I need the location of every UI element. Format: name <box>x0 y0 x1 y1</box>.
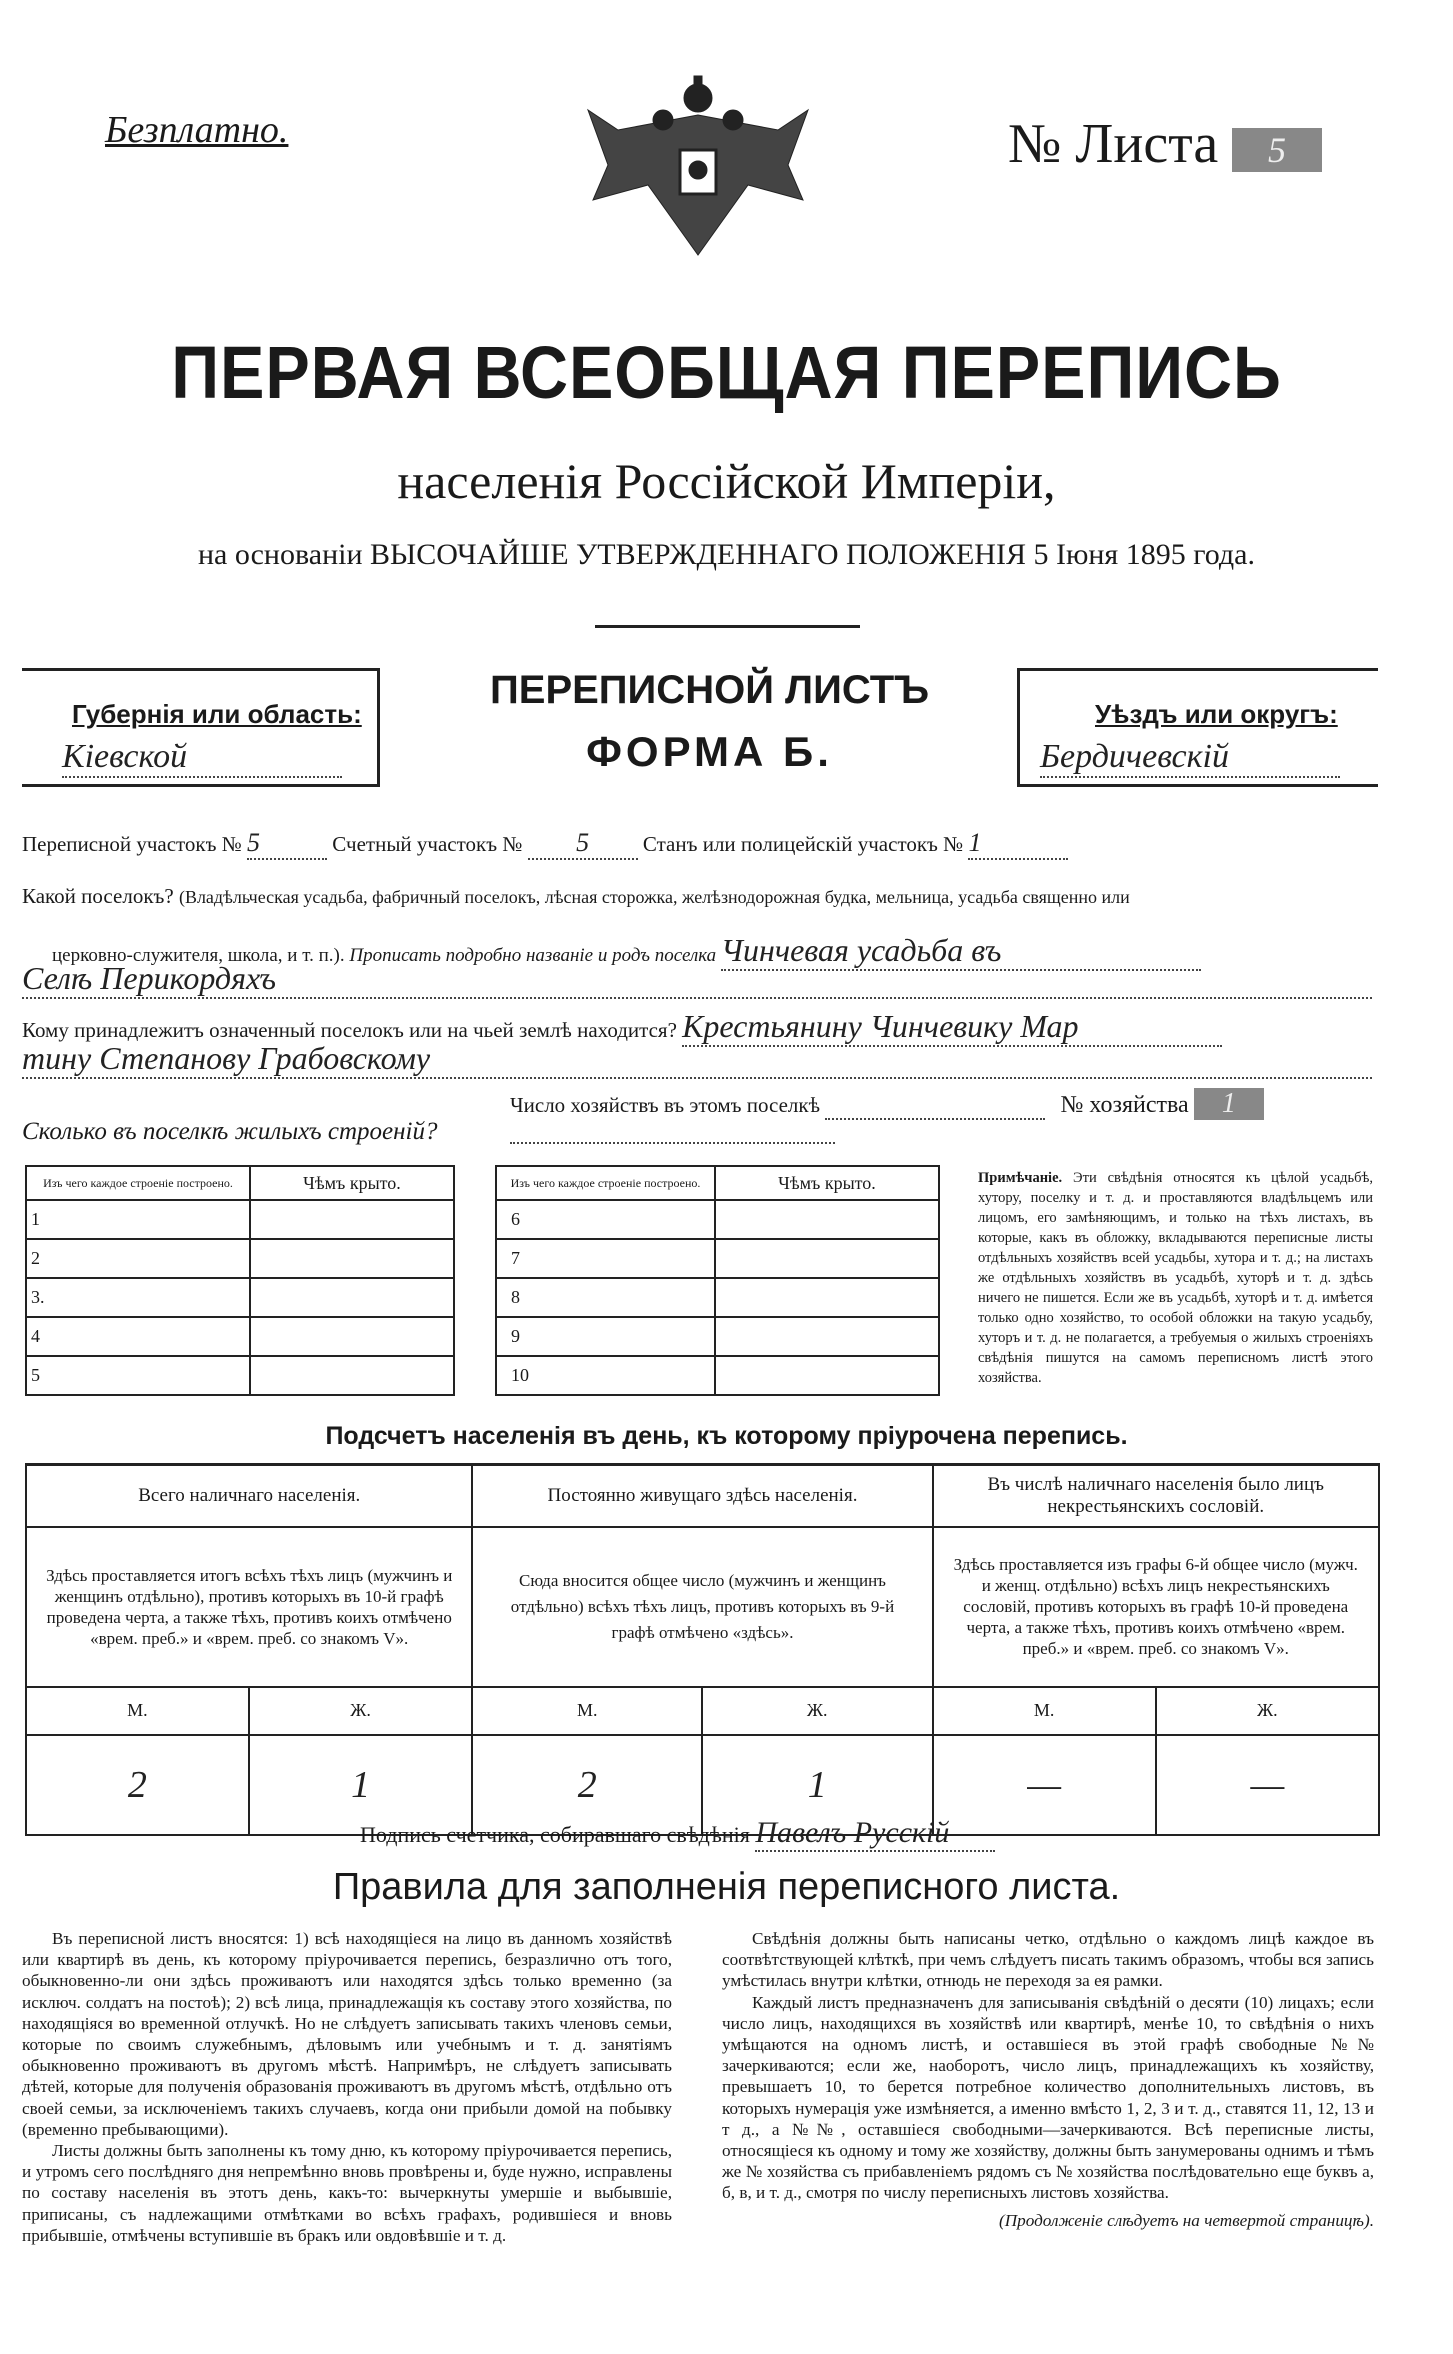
building-row-num: 3. <box>26 1278 250 1317</box>
col-roof-header: Чѣмъ крыто. <box>250 1166 454 1200</box>
rules-right-column <box>722 1928 1374 2231</box>
signature-label: Подпись счетчика, собиравшаго свѣдѣнія <box>360 1822 750 1847</box>
poselok-hint: (Владѣльческая усадьба, фабричный поселокъ, лѣсная сторожка, желѣзнодорожная будка, мельница, усадьба священно или <box>178 887 1130 907</box>
poselok-hint-2: церковно-служителя, школа, и т. п.). <box>52 945 345 966</box>
form-type-label: ФОРМА Б. <box>586 728 833 775</box>
imperial-eagle-emblem <box>578 70 818 270</box>
note-block <box>978 1168 1373 1388</box>
title-divider <box>595 625 860 628</box>
note-title: Примѣчаніе. <box>978 1170 1063 1186</box>
households-label: Число хозяйствъ въ этомъ поселкѣ <box>510 1093 820 1117</box>
signature-value: Павелъ Русскій <box>755 1816 995 1852</box>
rules-left-column <box>22 1928 672 2246</box>
rules-right-p1: Свѣдѣнія должны быть написаны четко, отдѣльно о каждомъ лицѣ каждое въ соотвѣтствующей клѣткѣ, при чемъ слѣдуетъ писать такимъ образомъ, чтобы вся запись умѣстилась внутри клѣтки, отнюдь не переходя за ея рамки. <box>722 1929 1374 1991</box>
poselok-value-2: Селѣ Перикордяхъ <box>22 960 1372 999</box>
perepisnoy-value: 5 <box>247 828 327 860</box>
count-value: 1 <box>249 1735 473 1835</box>
count-m-label: М. <box>472 1687 701 1735</box>
rules-continued: (Продолженіе слѣдуетъ на четвертой страницѣ). <box>999 2210 1374 2230</box>
basis-line: на основаніи ВЫСОЧАЙШЕ УТВЕРЖДЕННАГО ПОЛОЖЕНІЯ 5 Іюня 1895 года. <box>198 538 1255 571</box>
count-m-label: М. <box>933 1687 1156 1735</box>
buildings-dotline <box>510 1142 835 1144</box>
col-roof-header: Чѣмъ крыто. <box>715 1166 939 1200</box>
count-value: — <box>1156 1735 1379 1835</box>
rules-title: Правила для заполненія переписного листа. <box>332 1866 1121 1908</box>
stan-label: Станъ или полицейскій участокъ № <box>642 832 964 856</box>
building-row-num: 4 <box>26 1317 250 1356</box>
count-zh-label: Ж. <box>1156 1687 1379 1735</box>
col-material-header: Изъ чего каждое строеніе построено. <box>496 1166 715 1200</box>
building-row-num: 7 <box>496 1239 715 1278</box>
count-zh-label: Ж. <box>702 1687 933 1735</box>
count-value: 1 <box>702 1735 933 1835</box>
count-m-label: М. <box>26 1687 249 1735</box>
form-head-box <box>22 668 1377 783</box>
count-title: Подсчетъ населенія въ день, къ которому пріурочена перепись. <box>325 1422 1128 1450</box>
count-value: 2 <box>26 1735 249 1835</box>
subtitle: населенія Россійской Имперіи, <box>397 453 1056 509</box>
count-col2-head: Постоянно живущаго здѣсь населенія. <box>472 1465 932 1527</box>
households-line <box>510 1088 1264 1120</box>
uezd-cell <box>1017 668 1378 787</box>
count-zh-label: Ж. <box>249 1687 473 1735</box>
district-line <box>22 828 1068 860</box>
buildings-label: Сколько въ поселкѣ жилыхъ строеній? <box>22 1118 438 1145</box>
perepisnoy-label: Переписной участокъ № <box>22 832 242 856</box>
poselok-instruction: Прописать подробно названіе и родъ поселка <box>349 945 717 966</box>
owner-label: Кому принадлежитъ означенный поселокъ или на чьей землѣ находится? <box>22 1018 677 1042</box>
form-sheet-title: ПЕРЕПИСНОЙ ЛИСТЪ <box>490 668 929 712</box>
poselok-value-1: Чинчевая усадьба въ <box>721 932 1201 971</box>
building-row-num: 2 <box>26 1239 250 1278</box>
count-value: — <box>933 1735 1156 1835</box>
signature-line <box>360 1816 995 1852</box>
schetny-value: 5 <box>528 828 638 860</box>
count-col1-head: Всего наличнаго населенія. <box>26 1465 472 1527</box>
gubernia-value: Кіевской <box>62 738 342 778</box>
sheet-number-value: 5 <box>1232 128 1322 172</box>
count-col2-desc: Сюда вносится общее число (мужчинъ и женщинъ отдѣльно) всѣхъ тѣхъ лицъ, противъ которыхъ въ 9-й графѣ отмѣчено «здѣсь». <box>472 1527 932 1687</box>
count-col3-desc: Здѣсь проставляется изъ графы 6-й общее число (мужч. и женщ. отдѣльно) всѣхъ лицъ некрестьянскихъ сословій, противъ которыхъ въ графѣ 10-й проведена черта, а также тѣхъ, противъ коихъ отмѣчено «врем. преб.» и «врем. преб. со знакомъ V». <box>933 1527 1380 1687</box>
col-material-header: Изъ чего каждое строеніе построено. <box>26 1166 250 1200</box>
count-col1-desc: Здѣсь проставляется итогъ всѣхъ тѣхъ лицъ (мужчинъ и женщинъ отдѣльно), противъ которыхъ въ 10-й графѣ проведена черта, а также тѣхъ, противъ коихъ отмѣчено «врем. преб.» и «врем. преб. со знакомъ V». <box>26 1527 472 1687</box>
building-row-num: 9 <box>496 1317 715 1356</box>
buildings-table-right <box>495 1165 940 1396</box>
note-text: Эти свѣдѣнія относятся къ цѣлой усадьбѣ, хутору, поселку и т. д. и проставляются владѣльцемъ или лицомъ, его замѣняющимъ, и только на тѣхъ листахъ, въ которые, какъ въ обложку, вкладываются переписные листы отдѣльныхъ хозяйствъ всей усадьбы, хутора и т. д.; на листахъ же отдѣльныхъ хозяйствъ въ усадьбѣ, хуторѣ и т. д. здѣсь ничего не пишется. Если же въ усадьбѣ, хуторѣ и т. д. имѣется только одно хозяйство, то особой обложки на такую усадьбу, хуторъ и т. д. не полагается, а требуемыя о жилыхъ строеніяхъ свѣдѣнія пишутся на самомъ переписномъ листѣ этого хозяйства. <box>978 1170 1374 1386</box>
poselok-line <box>22 884 1130 909</box>
household-no-value: 1 <box>1194 1088 1264 1120</box>
free-label: Безплатно. <box>105 109 289 151</box>
household-no-label: № хозяйства <box>1060 1092 1189 1118</box>
rules-right-p2: Каждый листъ предназначенъ для записыванія свѣдѣній о десяти (10) лицахъ; если число лицъ, находящихся въ хозяйствѣ или квартирѣ, менѣе 10, то свѣдѣнія о нихъ умѣщаются на одномъ листѣ, и оставшіеся въ этой графѣ свободные №№ зачеркиваются; если же, наоборотъ, число лицъ, принадлежащихъ къ хозяйству, превышаетъ 10, то берется потребное количество дополнительныхъ листовъ, въ которыхъ нумерація уже измѣняется, а именно вмѣсто 1, 2, 3 и т. д., ставятся 11, 12, 13 и т д., а №№, оставшіеся свободными—зачеркиваются. Всѣ переписные листы, относящіеся къ одному и тому же хозяйству, должны быть занумерованы однимъ и тѣмъ же № хозяйства съ прибавленіемъ рядомъ съ № хозяйства послѣдовательно еще буквъ а, б, в, и т. д., смотря по числу переписныхъ листовъ хозяйства. <box>722 1992 1374 2203</box>
stan-value: 1 <box>968 828 1068 860</box>
gubernia-cell <box>22 668 380 787</box>
uezd-value: Бердичевскій <box>1040 738 1340 778</box>
rules-left-p2: Листы должны быть заполнены къ тому дню, къ которому пріурочивается перепись, и утромъ сего послѣдняго дня непремѣнно вновь провѣрены и, буде нужно, исправлены по составу населенія въ этотъ день, какъ-то: вычеркнуты умершіе и выбывшіе, приписаны, съ надлежащими отмѣтками во всѣхъ графахъ, родившіеся и вновь прибывшіе, отмѣчены вступившіе въ бракъ или овдовѣвшіе и т. д. <box>22 2141 672 2245</box>
rules-left-p1: Въ переписной листъ вносятся: 1) всѣ находящіеся на лицо въ данномъ хозяйствѣ или квартирѣ въ день, къ которому пріурочивается перепись, безразлично отъ того, обыкновенно-ли они здѣсь проживаютъ или находятся здѣсь только временно (за исключ. солдатъ на постоѣ); 2) всѣ лица, принадлежащія къ составу этого хозяйства, по находящіяся во временной отлучкѣ. Но не слѣдуетъ записывать такихъ членовъ семьи, которые по своимъ служебнымъ, дѣловымъ или учебнымъ и т. д. занятіямъ обыкновенно проживаютъ въ другомъ мѣстѣ. Напримѣръ, не слѣдуетъ записывать дѣтей, которые для полученія образованія проживаютъ въ другомъ мѣстѣ, отдѣльно отъ своей семьи, за исключеніемъ такихъ случаевъ, когда они прибыли домой на побывку (временно пребывающими). <box>22 1929 672 2139</box>
building-row-num: 5 <box>26 1356 250 1395</box>
poselok-label: Какой поселокъ? <box>22 884 174 908</box>
owner-value-2: тину Степанову Грабовскому <box>22 1040 1372 1079</box>
schetny-label: Счетный участокъ № <box>332 832 523 856</box>
main-title: ПЕРВАЯ ВСЕОБЩАЯ ПЕРЕПИСЬ <box>171 331 1282 414</box>
count-table <box>25 1463 1380 1836</box>
sheet-number-label: № Листа <box>1008 113 1219 175</box>
building-row-num: 1 <box>26 1200 250 1239</box>
uezd-label: Уѣздъ или округъ: <box>1095 699 1338 729</box>
building-row-num: 10 <box>496 1356 715 1395</box>
households-value <box>825 1093 1045 1120</box>
count-col3-head: Въ числѣ наличнаго населенія было лицъ некрестьянскихъ сословій. <box>933 1465 1380 1527</box>
owner-value-1: Крестьянину Чинчевику Мар <box>682 1008 1222 1047</box>
building-row-num: 6 <box>496 1200 715 1239</box>
gubernia-label: Губернія или область: <box>72 699 362 729</box>
count-value: 2 <box>472 1735 701 1835</box>
building-row-num: 8 <box>496 1278 715 1317</box>
buildings-table-left <box>25 1165 455 1396</box>
